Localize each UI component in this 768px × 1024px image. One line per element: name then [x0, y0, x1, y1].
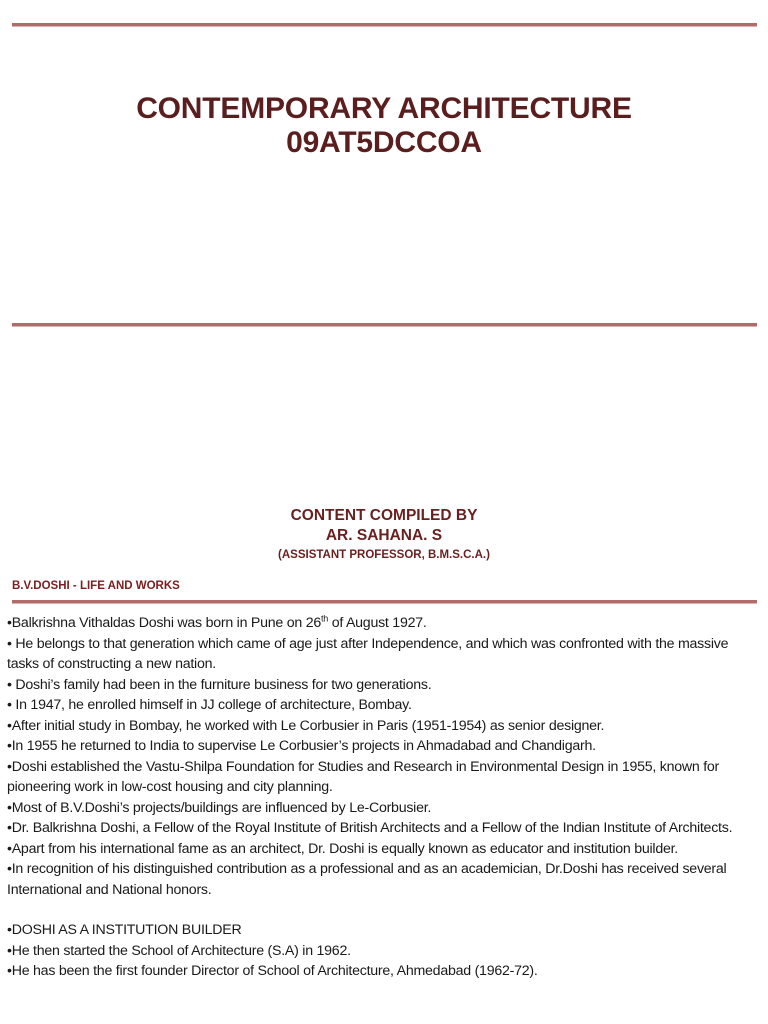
author-designation: (ASSISTANT PROFESSOR, B.M.S.C.A.)	[278, 549, 490, 561]
paragraph: •Balkrishna Vithaldas Doshi was born in Pune on 26th of August 1927.	[7, 613, 427, 631]
paragraph: • In 1947, he enrolled himself in JJ college of architecture, Bombay.	[7, 697, 412, 713]
top-divider	[12, 23, 757, 26]
spacer	[7, 900, 761, 920]
author-name: AR. SAHANA. S	[325, 527, 443, 544]
credits-block	[0, 506, 768, 564]
subheading: •DOSHI AS A INSTITUTION BUILDER	[7, 922, 242, 938]
section-heading: B.V.DOSHI - LIFE AND WORKS	[12, 580, 180, 592]
paragraph: •Dr. Balkrishna Doshi, a Fellow of the Royal Institute of British Architects and a Fellow of the Indian Institute of Architects.	[7, 820, 733, 836]
body-text	[7, 613, 761, 982]
paragraph: •Apart from his international fame as an architect, Dr. Doshi is equally known as educator and institution builder.	[7, 840, 678, 857]
course-title: CONTEMPORARY ARCHITECTURE	[136, 92, 632, 125]
paragraph: •After initial study in Bombay, he worked with Le Corbusier in Paris (1951-1954) as senior designer.	[7, 717, 605, 734]
compiled-by-label: CONTENT COMPILED BY	[290, 507, 478, 524]
middle-divider	[12, 323, 757, 326]
paragraph: •In 1955 he returned to India to supervise Le Corbusier’s projects in Ahmadabad and Chandigarh.	[7, 738, 596, 754]
course-code: 09AT5DCCOA	[286, 126, 482, 159]
paragraph: •He then started the School of Architecture (S.A) in 1962.	[7, 942, 351, 959]
paragraph: •In recognition of his distinguished contribution as a professional and as an academician, Dr.Doshi has received several International and National honors.	[7, 861, 727, 898]
paragraph: •He has been the first founder Director of School of Architecture, Ahmedabad (1962-72).	[7, 963, 538, 979]
section-divider	[12, 600, 757, 603]
paragraph: • He belongs to that generation which came of age just after Independence, and which was confronted with the massive tasks of constructing a new nation.	[7, 635, 729, 672]
title-block	[0, 92, 768, 160]
paragraph: • Doshi’s family had been in the furniture business for two generations.	[7, 676, 432, 693]
paragraph: •Most of B.V.Doshi’s projects/buildings are influenced by Le-Corbusier.	[7, 799, 432, 816]
paragraph: •Doshi established the Vastu-Shilpa Foundation for Studies and Research in Environmental Design in 1955, known for pioneering work in low-cost housing and city planning.	[7, 758, 720, 795]
